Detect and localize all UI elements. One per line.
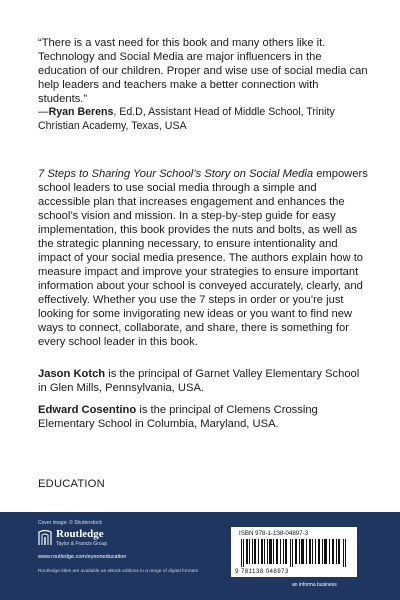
testimonial-affiliation: , Ed.D, Assistant Head of Middle School, Trinity Christian Academy, Texas, USA	[38, 106, 335, 132]
barcode-icon	[239, 539, 349, 567]
book-description	[38, 167, 368, 349]
author-bio	[38, 403, 368, 431]
cover-image-credit: Cover image: © Shutterstock	[38, 520, 102, 526]
ebook-availability-note: Routledge titles are available as eBook editions in a range of digital formats	[38, 569, 198, 574]
attribution-dash: —	[38, 106, 49, 118]
testimonial-name: Ryan Berens	[48, 106, 114, 118]
author-bio-text: is the principal of Clemens Crossing Elementary School in Columbia, Maryland, USA.	[38, 404, 318, 430]
publisher-group: Taylor & Francis Group	[56, 541, 108, 547]
testimonial-attribution	[38, 106, 368, 133]
book-title: 7 Steps to Sharing Your School’s Story on Social Media	[38, 168, 314, 180]
testimonial-quote: “There is a vast need for this book and many others like it. Technology and Social Media are major influencers in the education of our children. Proper and wise use of social media can help leaders and teachers make a better connection with students.”	[38, 37, 368, 105]
publisher-footer	[0, 512, 400, 600]
publisher-url[interactable]: www.routledge.com/eyeoneducation	[38, 554, 127, 560]
routledge-logo-icon	[38, 529, 52, 546]
informa-business-tag: an informa business	[292, 582, 337, 588]
author-name: Jason Kotch	[38, 368, 106, 380]
isbn-barcode	[230, 526, 358, 578]
subject-category: EDUCATION	[38, 478, 105, 490]
isbn-number: ISBN 978-1-138-04897-3	[239, 530, 309, 537]
publisher-name: Routledge	[56, 528, 104, 540]
barcode-digits: 9 781138 048973	[235, 568, 289, 575]
description-body: empowers school leaders to use social media through a simple and accessible plan that increases engagement and enhances the school’s vision and mission. In a step-by-step guide for easy implementation, this book provides the nuts and bolts, as well as the strategic planning necessary, to ensure intentionality and impact of your social media presence. The authors explain how to measure impact and improve your strategies to ensure important information about your school is conveyed accurately, clearly, and effectively. Whether you use the 7 steps in order or you’re just looking for some invigorating new ideas or you want to find new ways to connect, collaborate, and share, there is something for every school leader in this book.	[38, 168, 368, 348]
author-bio	[38, 367, 368, 395]
author-name: Edward Cosentino	[38, 404, 137, 416]
author-bio-text: is the principal of Garnet Valley Elementary School in Glen Mills, Pennsylvania, USA.	[38, 368, 360, 394]
cover-text	[38, 36, 368, 431]
